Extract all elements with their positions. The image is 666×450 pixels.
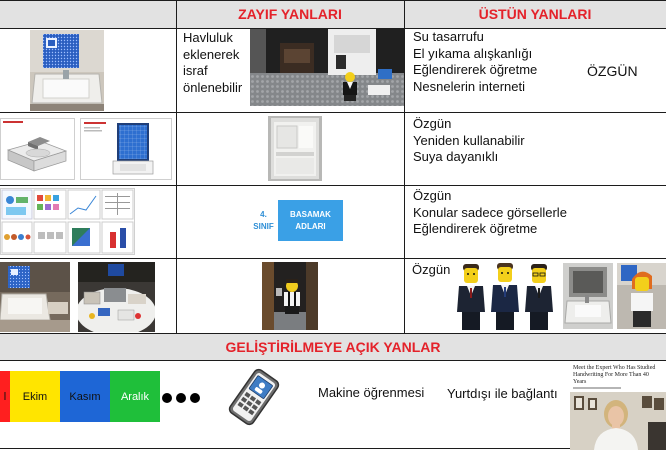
topic-label (278, 200, 343, 241)
ellipsis-dot-icon (176, 393, 186, 403)
month-box-cut: l (0, 371, 10, 422)
round-table-projects-photo (78, 262, 155, 332)
column-divider (404, 0, 405, 333)
topic-line: BASAMAK (290, 209, 331, 219)
original-badge: ÖZGÜN (587, 63, 638, 79)
design-slide-panel-model (80, 118, 172, 180)
weaknesses-header: ZAYIF YANLARI (238, 6, 342, 22)
sink-prototype-photo (30, 30, 104, 111)
expert-article-clipping (570, 362, 666, 450)
table-border-bottom (0, 448, 666, 449)
ellipsis-dot-icon (190, 393, 200, 403)
month-box-aralik: Aralık (110, 371, 160, 422)
paper-sink-model-photo (268, 116, 322, 181)
lego-sink-photo (563, 263, 613, 329)
strength-line: Eğlendirerek öğretme (413, 62, 538, 77)
article-headline: Meet the Expert Who Has Studied Handwriting For More Than 40 Years (573, 365, 656, 385)
lesson-slides-collage (0, 188, 135, 255)
grade-label (250, 200, 277, 241)
strength-line: El yıkama alışkanlığı (413, 45, 533, 61)
sink-prototype-table-photo (0, 262, 70, 332)
strength-line: Özgün (413, 188, 452, 203)
table-divider (0, 360, 666, 361)
lego-figure-scene-photo (262, 262, 318, 330)
table-divider (0, 112, 666, 113)
table-divider (0, 258, 666, 259)
weakness-text-row1 (183, 30, 242, 96)
abroad-connection-text: Yurtdışı ile bağlantı (447, 386, 558, 401)
strength-line: Konular sadece görsellerle (413, 204, 567, 220)
lego-restroom-scene-photo (250, 29, 404, 106)
strength-line: Eğlendirerek öğretme (413, 221, 538, 236)
design-slide-3d-model (0, 118, 75, 180)
weakness-line: önlenebilir (183, 79, 243, 95)
table-divider (0, 333, 666, 334)
strength-text-row3 (413, 188, 567, 238)
month-box-ekim: Ekim (10, 371, 60, 422)
improvement-header: GELİŞTİRİLMEYE AÇIK YANLAR (225, 339, 441, 355)
month-box-kasim: Kasım (60, 371, 110, 422)
strength-line: Suya dayanıklı (413, 149, 499, 164)
article-expert-photo (570, 392, 666, 450)
article-byline-bar (573, 387, 621, 389)
ellipsis-dot-icon (162, 393, 172, 403)
topic-line: ADLARI (295, 221, 326, 231)
strength-line: Özgün (413, 116, 452, 131)
table-border-top (0, 0, 666, 1)
strength-line: Yeniden kullanabilir (413, 132, 525, 148)
strength-text-row1 (413, 29, 537, 95)
column-divider (176, 0, 177, 333)
machine-learning-text: Makine öğrenmesi (318, 385, 425, 400)
strength-line: Su tasarrufu (413, 29, 484, 44)
weakness-line: Havluluk (183, 30, 233, 45)
lego-suited-figures-photo (455, 262, 555, 332)
grade-topic-card (250, 200, 343, 241)
lego-figure-orange-hair-photo (617, 263, 666, 329)
strength-line: Nesnelerin interneti (413, 78, 526, 94)
weakness-line: eklenerek (183, 46, 240, 62)
table-divider (0, 185, 666, 186)
strength-text-row4 (412, 262, 450, 279)
strength-text-row2 (413, 116, 525, 166)
mobile-phone-icon (222, 366, 286, 428)
grade-level: SINIF (253, 221, 274, 231)
grade-number: 4. (260, 209, 267, 219)
weakness-line: israf (183, 63, 208, 78)
strength-line: Özgün (412, 262, 451, 277)
strengths-header: ÜSTÜN YANLARI (478, 6, 592, 22)
